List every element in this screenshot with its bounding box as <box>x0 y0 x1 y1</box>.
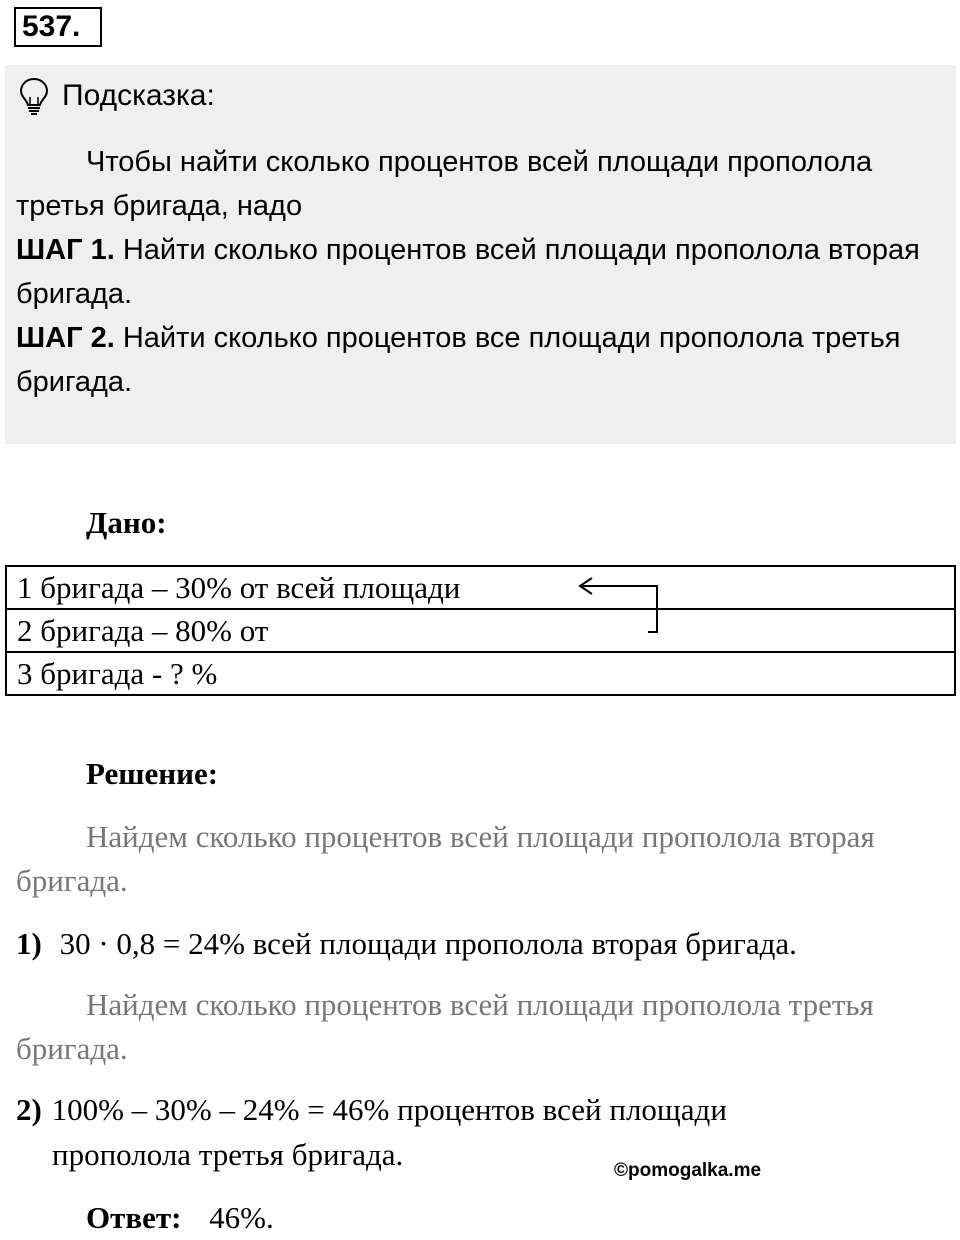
answer <box>86 1196 274 1240</box>
hint-header <box>18 76 215 116</box>
answer-value: 46%. <box>209 1200 274 1235</box>
step-2-line-2: прополола третья бригада. <box>52 1137 404 1172</box>
hint-step-2-label: ШАГ 2. <box>16 322 115 354</box>
step-1-text: 30 · 0,8 = 24% всей площади прополола вторая бригада. <box>59 926 797 961</box>
given-row-1: 1 бригада – 30% от всей площади <box>6 566 955 609</box>
solution-heading: Решение: <box>86 756 219 791</box>
solution-step-1 <box>16 922 956 966</box>
step-2-number: 2) <box>16 1092 42 1127</box>
solution-step-2 <box>16 1088 956 1132</box>
table-row <box>6 609 955 652</box>
hint-step-2-text: Найти сколько процентов все площади прополола третья бригада. <box>16 322 901 398</box>
given-row-2: 2 бригада – 80% от <box>6 609 955 652</box>
hint-intro: Чтобы найти сколько процентов всей площади прополола третья бригада, надо <box>16 146 873 222</box>
hint-title: Подсказка: <box>62 79 215 112</box>
table-row <box>6 566 955 609</box>
table-row <box>6 652 955 695</box>
step-2-line-1: 100% – 30% – 24% = 46% процентов всей площади <box>51 1092 727 1127</box>
hint-step-1-label: ШАГ 1. <box>16 234 115 266</box>
given-table <box>5 565 956 696</box>
solution-explain-2: Найдем сколько процентов всей площади прополола третья бригада. <box>16 987 874 1066</box>
given-row-3: 3 бригада - ? % <box>6 652 955 695</box>
credit-watermark: ©pomogalka.me <box>614 1160 762 1181</box>
answer-label: Ответ: <box>86 1200 182 1235</box>
given-heading: Дано: <box>86 505 167 540</box>
lightbulb-icon <box>18 77 50 115</box>
solution-explain-1: Найдем сколько процентов всей площади прополола вторая бригада. <box>16 819 875 898</box>
hint-step-1-text: Найти сколько процентов всей площади прополола вторая бригада. <box>16 234 920 310</box>
reference-arrow-icon <box>560 572 670 642</box>
task-number: 537. <box>14 7 102 47</box>
hint-text <box>16 140 936 404</box>
hint-step-2 <box>16 316 936 404</box>
hint-step-1 <box>16 228 936 316</box>
step-1-number: 1) <box>16 926 42 961</box>
